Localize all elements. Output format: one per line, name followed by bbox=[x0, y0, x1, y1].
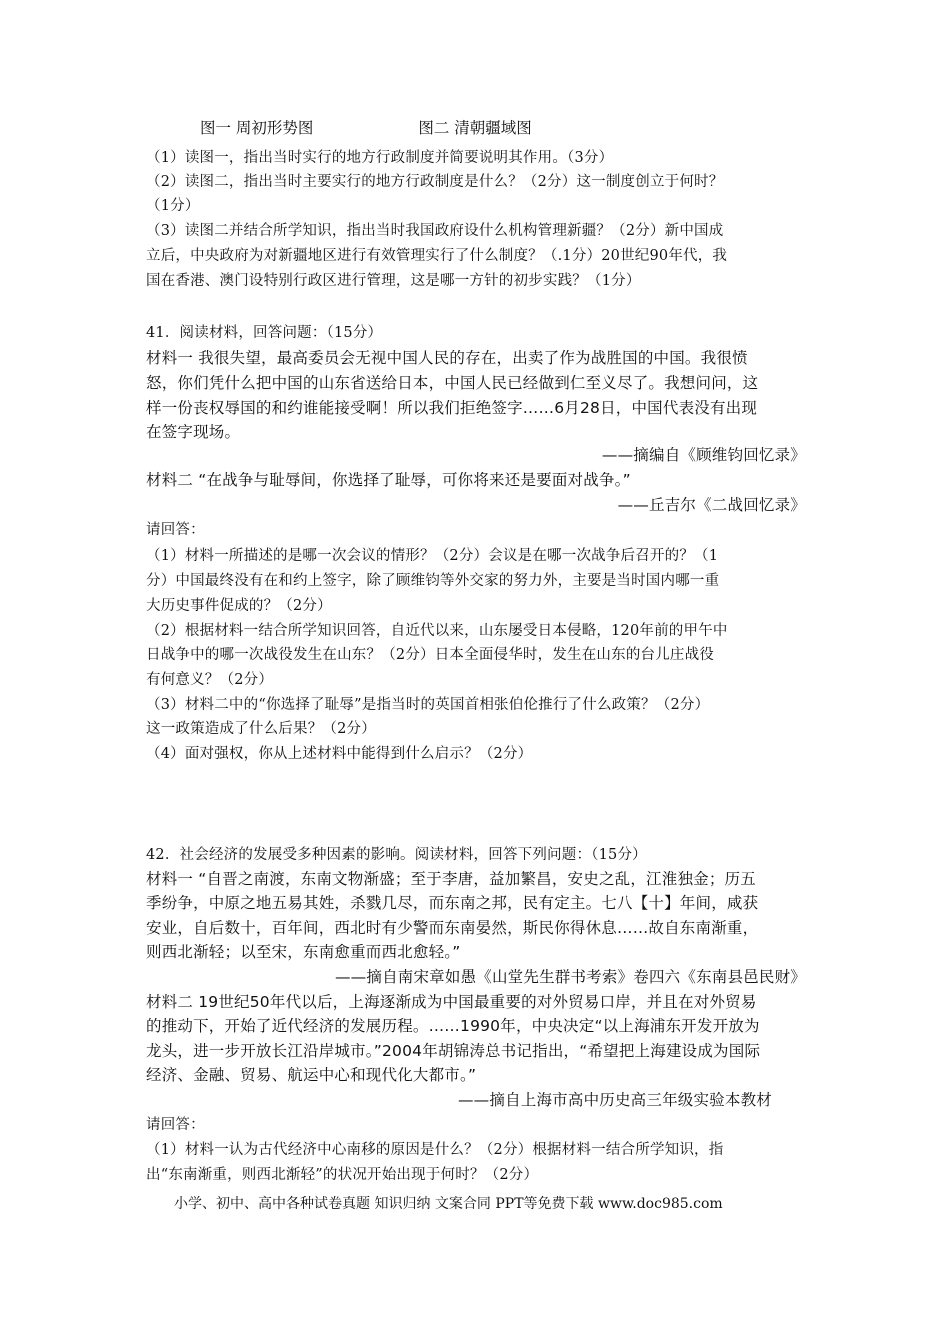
figure-1-caption: 图一 周初形势图 bbox=[200, 119, 314, 137]
q40-line: 立后，中央政府为对新疆地区进行有效管理实行了什么制度？（.1分）20世纪90年代，我 bbox=[146, 248, 728, 264]
q42-title: 42．社会经济的发展受多种因素的影响。阅读材料，回答下列问题：（15分） bbox=[146, 847, 647, 863]
q41-material1-line: 材料一 我很失望，最高委员会无视中国人民的存在，出卖了作为战胜国的中国。我很愤 bbox=[146, 349, 748, 367]
q42-material1-source: ——摘自南宋章如愚《山堂先生群书考索》卷四六《东南县邑民财》 bbox=[334, 968, 806, 986]
q42-material2-line: 经济、金融、贸易、航运中心和现代化大都市。” bbox=[146, 1066, 477, 1084]
q42-ask: 请回答： bbox=[146, 1117, 205, 1133]
q40-line: （1分） bbox=[146, 198, 200, 214]
q42-material2-line: 的推动下，开始了近代经济的发展历程。……1990年，中央决定“以上海浦东开发开放为 bbox=[146, 1017, 760, 1035]
q41-question-line: （3）材料二中的“你选择了耻辱”是指当时的英国首相张伯伦推行了什么政策？（2分） bbox=[146, 697, 710, 713]
q40-line: （3）读图二并结合所学知识，指出当时我国政府设什么机构管理新疆？（2分）新中国成 bbox=[146, 223, 724, 239]
q40-line: （1）读图一，指出当时实行的地方行政制度并简要说明其作用。（3分） bbox=[146, 150, 614, 166]
q41-question-line: 这一政策造成了什么后果？（2分） bbox=[146, 721, 376, 737]
q41-material1-line: 怒，你们凭什么把中国的山东省送给日本，中国人民已经做到仁至义尽了。我想问问，这 bbox=[146, 374, 759, 392]
q42-material2-source: ——摘自上海市高中历史高三年级实验本教材 bbox=[457, 1091, 772, 1109]
q42-material1-line: 材料一 “自晋之南渡，东南文物渐盛；至于李唐，益加繁昌，安史之乱，江淮独金；历五 bbox=[146, 870, 756, 888]
q41-question-line: （2）根据材料一结合所学知识回答，自近代以来，山东屡受日本侵略，120年前的甲午中 bbox=[146, 623, 728, 639]
footer-text: 小学、初中、高中各种试卷真题 知识归纳 文案合同 PPT等免费下载 www.doc985.com bbox=[174, 1196, 723, 1212]
q42-question-line: （1）材料一认为古代经济中心南移的原因是什么？（2分）根据材料一结合所学知识，指 bbox=[146, 1142, 724, 1158]
figure-captions bbox=[200, 116, 532, 138]
q41-question-line: （4）面对强权，你从上述材料中能得到什么启示？（2分） bbox=[146, 746, 533, 762]
q41-question-line: 分）中国最终没有在和约上签字，除了顾维钧等外交家的努力外，主要是当时国内哪一重 bbox=[146, 573, 720, 589]
q42-material1-line: 则西北渐轻；以至宋，东南愈重而西北愈轻。” bbox=[146, 943, 461, 961]
q41-material1-line: 在签字现场。 bbox=[146, 423, 241, 441]
q42-material2-line: 材料二 19世纪50年代以后，上海逐渐成为中国最重要的对外贸易口岸，并且在对外贸易 bbox=[146, 993, 757, 1011]
figure-2-caption: 图二 清朝疆域图 bbox=[418, 119, 532, 137]
q40-line: 国在香港、澳门设特别行政区进行管理，这是哪一方针的初步实践？（1分） bbox=[146, 273, 641, 289]
q41-question-line: 大历史事件促成的？（2分） bbox=[146, 598, 332, 614]
q41-material1-line: 样一份丧权辱国的和约谁能接受啊！所以我们拒绝签字……6月28日，中国代表没有出现 bbox=[146, 399, 758, 417]
q42-material2-line: 龙头，进一步开放长江沿岸城市。”2004年胡锦涛总书记指出，“希望把上海建设成为国际 bbox=[146, 1042, 761, 1060]
q41-question-line: 日战争中的哪一次战役发生在山东？（2分）日本全面侵华时，发生在山东的台儿庄战役 bbox=[146, 647, 715, 663]
q41-question-line: （1）材料一所描述的是哪一次会议的情形？（2分）会议是在哪一次战争后召开的？（1 bbox=[146, 548, 719, 564]
q42-material1-line: 季纷争，中原之地五易其姓，杀戮几尽，而东南之邦，民有定主。七八【十】年间，咸获 bbox=[146, 894, 759, 912]
q41-ask: 请回答： bbox=[146, 522, 205, 538]
q40-line: （2）读图二，指出当时主要实行的地方行政制度是什么？（2分）这一制度创立于何时？ bbox=[146, 174, 724, 190]
q41-material2-source: ——丘吉尔《二战回忆录》 bbox=[617, 496, 806, 514]
q41-material1-source: ——摘编自《顾维钧回忆录》 bbox=[601, 446, 806, 464]
q41-material2: 材料二 “在战争与耻辱间，你选择了耻辱，可你将来还是要面对战争。” bbox=[146, 471, 631, 489]
q42-question-line: 出“东南渐重，则西北渐轻”的状况开始出现于何时？（2分） bbox=[146, 1167, 539, 1183]
q41-question-line: 有何意义？（2分） bbox=[146, 672, 274, 688]
q42-material1-line: 安业，自后数十，百年间，西北时有少警而东南晏然，斯民你得休息……故自东南渐重， bbox=[146, 919, 759, 937]
q41-title: 41．阅读材料，回答问题：（15分） bbox=[146, 325, 383, 341]
